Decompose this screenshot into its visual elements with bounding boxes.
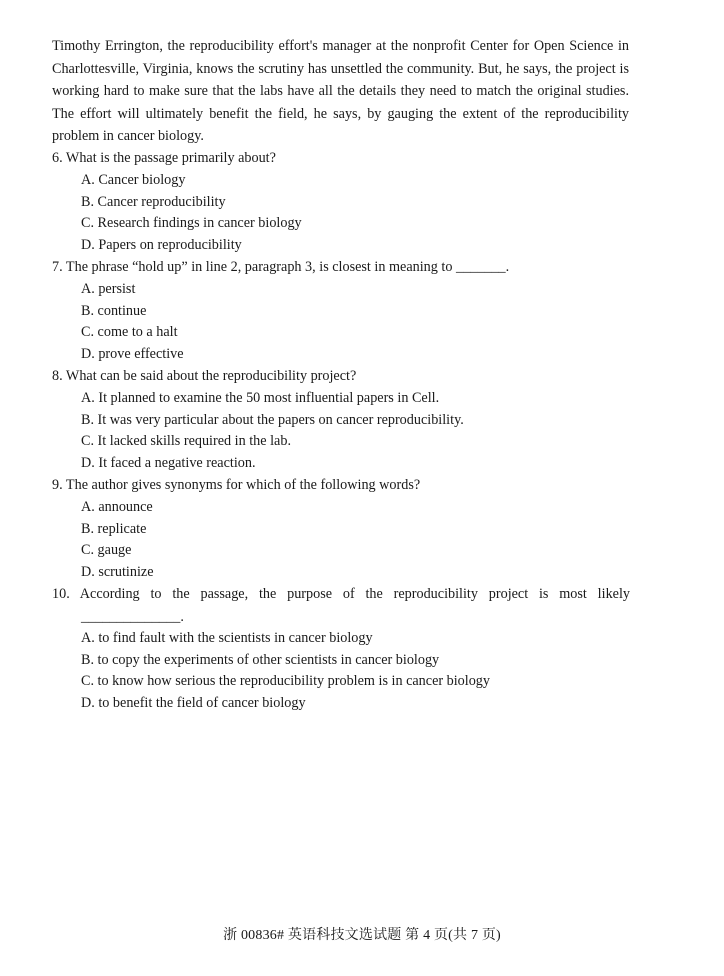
option-c: C. come to a halt	[81, 324, 178, 341]
option-a: A. announce	[81, 498, 153, 515]
question-stem: 6. What is the passage primarily about?	[52, 150, 276, 166]
option-d: D. prove effective	[81, 346, 184, 363]
option-b: B. replicate	[81, 520, 147, 537]
question-10	[52, 584, 632, 715]
question-9	[52, 475, 632, 584]
option-d: D. Papers on reproducibility	[81, 237, 242, 254]
option-b: B. to copy the experiments of other scientists in cancer biology	[81, 651, 440, 668]
option-d: D. scrutinize	[81, 564, 154, 581]
option-c: C. Research findings in cancer biology	[81, 215, 302, 232]
option-c: C. gauge	[81, 542, 132, 559]
option-b: B. It was very particular about the papers on cancer reproducibility.	[81, 411, 464, 428]
option-a: A. persist	[81, 280, 136, 297]
option-a: A. It planned to examine the 50 most influential papers in Cell.	[81, 389, 440, 406]
question-stem: 8. What can be said about the reproducibility project?	[52, 367, 357, 384]
question-stem: 7. The phrase “hold up” in line 2, paragraph 3, is closest in meaning to _______.	[52, 258, 510, 275]
question-list	[52, 148, 632, 715]
page-footer: 浙 00836# 英语科技文选试题 第 4 页(共 7 页)	[223, 928, 501, 943]
passage-paragraph: Timothy Errington, the reproducibility effort's manager at the nonprofit Center for Open Science in Charlottesville, Virginia, knows the scrutiny has unsettled the community. But, he says, the project is working hard to make sure that the labs have all the details they need to match the original studies. The effort will ultimately benefit the field, he says, by gauging the extent of the reproducibility problem in cancer biology.	[52, 38, 629, 144]
option-d: D. It faced a negative reaction.	[81, 455, 256, 472]
option-a: A. to find fault with the scientists in cancer biology	[81, 629, 373, 646]
question-8	[52, 366, 632, 475]
option-a: A. Cancer biology	[81, 171, 186, 188]
question-stem: 10. According to the passage, the purpose of the reproducibility project is most likely	[52, 585, 630, 602]
answer-blank: ______________.	[81, 608, 184, 625]
option-b: B. Cancer reproducibility	[81, 193, 226, 210]
question-stem: 9. The author gives synonyms for which of the following words?	[52, 476, 421, 493]
option-c: C. It lacked skills required in the lab.	[81, 433, 291, 450]
option-b: B. continue	[81, 302, 147, 319]
question-6	[52, 148, 632, 257]
question-7	[52, 257, 632, 366]
option-d: D. to benefit the field of cancer biology	[81, 695, 306, 712]
option-c: C. to know how serious the reproducibility problem is in cancer biology	[81, 673, 490, 690]
